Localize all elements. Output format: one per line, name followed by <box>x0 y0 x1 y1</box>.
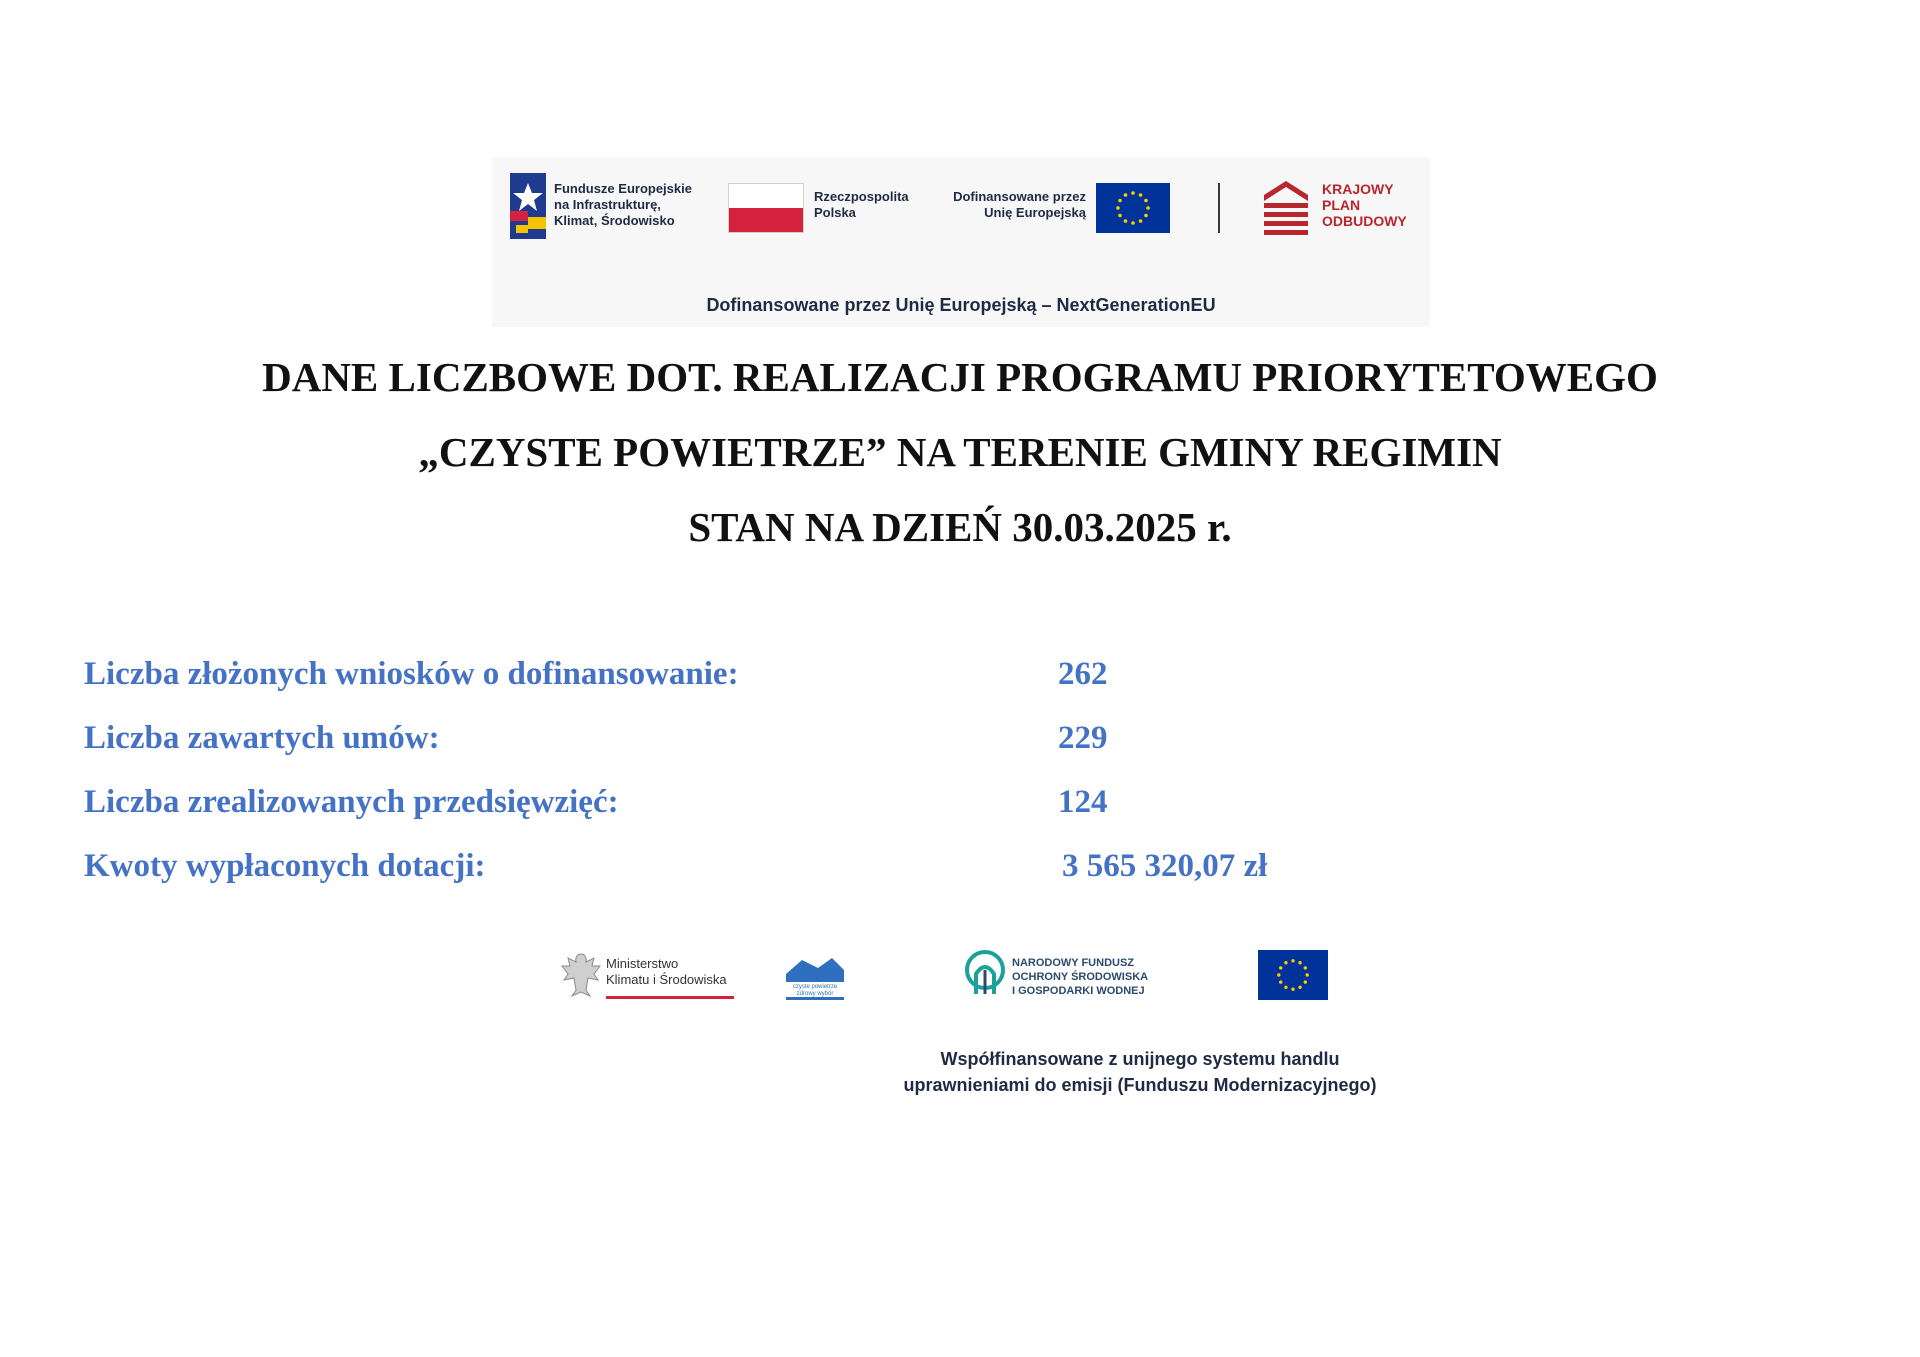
nfosigw-logo-text: NARODOWY FUNDUSZ OCHRONY ŚRODOWISKA I GOSPODARKI WODNEJ <box>1012 957 1149 997</box>
eu-star <box>1124 219 1128 223</box>
eu-cofinanced-text: Dofinansowane przez Unię Europejską <box>953 189 1086 220</box>
page-title-date: STAN NA DZIEŃ 30.03.2025 r. <box>688 504 1232 550</box>
eu-star <box>1304 966 1307 969</box>
eu-star <box>1131 191 1135 195</box>
cofinancing-caption: Współfinansowane z unijnego systemu handlu uprawnieniami do emisji (Funduszu Modernizacyjnego) <box>903 1049 1377 1095</box>
stat-applications-label: Liczba złożonych wniosków o dofinansowanie: <box>84 656 739 692</box>
eu-star <box>1146 206 1150 210</box>
eu-star <box>1124 193 1128 197</box>
stat-grants-paid-value: 3 565 320,07 zł <box>1062 848 1268 884</box>
eu-star <box>1144 199 1148 203</box>
eu-star <box>1298 986 1301 989</box>
stat-contracts-label: Liczba zawartych umów: <box>84 720 440 756</box>
eu-star <box>1139 219 1143 223</box>
stat-completed-value: 124 <box>1058 784 1108 820</box>
eu-star <box>1118 214 1122 218</box>
eu-flag-icon <box>1258 950 1328 1000</box>
logo-divider <box>1218 183 1220 233</box>
eu-star <box>1304 980 1307 983</box>
zdrowy-wybor-text: zdrowy wybór <box>796 991 834 997</box>
eu-star <box>1298 961 1301 964</box>
eu-star <box>1284 986 1287 989</box>
stat-applications-value: 262 <box>1058 656 1108 692</box>
kpo-logo-text: KRAJOWY PLAN ODBUDOWY <box>1322 181 1407 229</box>
czyste-powietrze-logo-icon <box>782 950 848 1000</box>
eu-star <box>1277 973 1280 976</box>
ministry-logo-underline <box>606 996 734 999</box>
page-title-line-2: „CZYSTE POWIETRZE” NA TERENIE GMINY REGIMIN <box>418 429 1502 475</box>
pl-logo-text: Rzeczpospolita Polska <box>814 189 909 220</box>
eu-star <box>1116 206 1120 210</box>
eu-star <box>1139 193 1143 197</box>
page-title-line-1: DANE LICZBOWE DOT. REALIZACJI PROGRAMU PRIORYTETOWEGO <box>262 354 1658 400</box>
eu-flag-icon <box>1096 183 1170 233</box>
top-logo-strip <box>492 157 1430 327</box>
czyste-powietrze-text: czyste powietrze <box>792 984 838 990</box>
eu-star <box>1279 980 1282 983</box>
nfosigw-logo-icon <box>964 950 1006 998</box>
eu-star <box>1118 199 1122 203</box>
eu-star <box>1131 221 1135 225</box>
polish-flag-icon <box>728 183 804 233</box>
eu-star <box>1144 214 1148 218</box>
eu-star <box>1284 961 1287 964</box>
eu-star <box>1305 973 1308 976</box>
kpo-logo-icon <box>1264 181 1308 235</box>
next-generation-eu-caption: Dofinansowane przez Unię Europejską – NextGenerationEU <box>706 295 1216 315</box>
stat-contracts-value: 229 <box>1058 720 1108 756</box>
stat-completed-label: Liczba zrealizowanych przedsięwzięć: <box>84 784 619 820</box>
fe-logo-text: Fundusze Europejskie na Infrastrukturę, Klimat, Środowisko <box>554 181 692 228</box>
fundusze-europejskie-icon <box>510 173 546 239</box>
eu-star <box>1291 987 1294 990</box>
eu-star <box>1279 966 1282 969</box>
eu-star <box>1291 959 1294 962</box>
eagle-emblem-icon <box>560 950 602 1000</box>
ministry-logo-text: Ministerstwo Klimatu i Środowiska <box>606 956 727 987</box>
stat-grants-paid-label: Kwoty wypłaconych dotacji: <box>84 848 486 884</box>
